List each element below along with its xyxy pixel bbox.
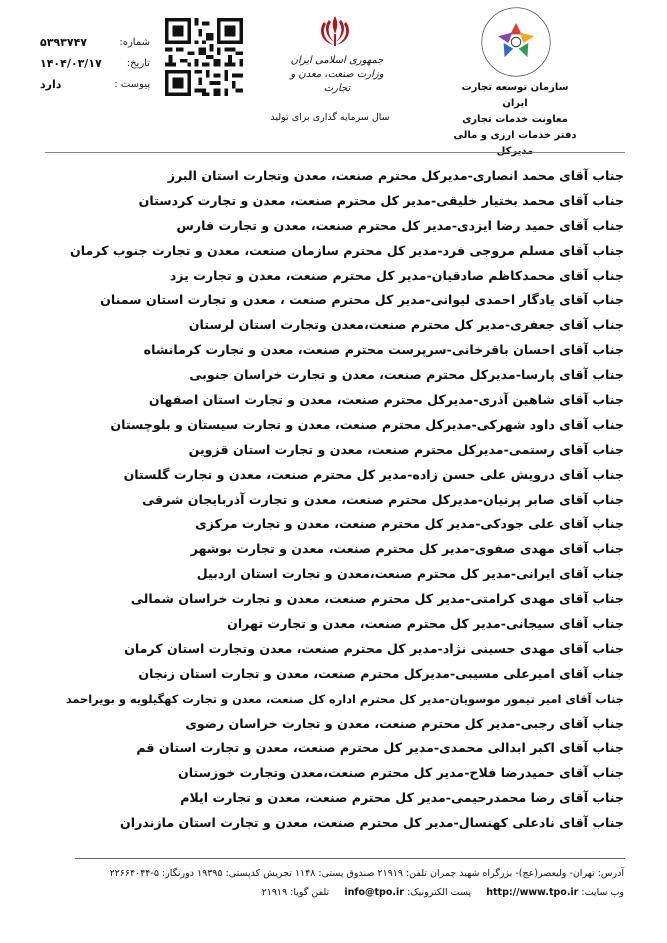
- iran-emblem-icon: [315, 14, 355, 50]
- org-line-1: سازمان توسعه تجارت ایران: [461, 82, 569, 109]
- list-item: جناب آقای داود شهرکی-مدیرکل محترم صنعت، معدن و تجارت سیستان و بلوچستان: [110, 416, 624, 432]
- footer-divider: [75, 858, 625, 859]
- list-item: جناب آقای صابر پرنیان-مدیرکل محترم صنعت، معدن و تجارت آذربایجان شرقی: [142, 491, 624, 507]
- list-item: جناب آقای امیرعلی مسیبی-مدیرکل محترم صنعت، معدن و تجارت استان زنجان: [138, 665, 624, 681]
- ministry-line-1: جمهوری اسلامی ایران: [290, 55, 384, 66]
- org-line-3: دفتر خدمات ارزی و مالی: [453, 130, 577, 141]
- list-item: جناب آقای شاهین آذری-مدیرکل محترم صنعت، معدن و تجارت استان اصفهان: [148, 392, 624, 408]
- list-item: جناب آقای حمید رضا ایزدی-مدیر کل محترم صنعت، معدن و تجارت فارس: [176, 217, 624, 233]
- list-item: جناب آقای محمد بختیار خلیقی-مدیر کل محترم صنعت، معدن و تجارت کردستان: [138, 192, 624, 208]
- list-item: جناب آقای سیجانی-مدیر کل محترم صنعت، معدن و تجارت تهران: [227, 616, 624, 632]
- tpo-logo-icon: [478, 4, 554, 80]
- phone-label: تلفن گویا:: [290, 887, 330, 898]
- ministry-title: [282, 54, 392, 96]
- list-item: جناب آقای مهدی حسینی نژاد-مدیر کل محترم صنعت، معدن وتجارت استان کرمان: [124, 640, 624, 656]
- list-item: جناب آقای محمد انصاری-مدیرکل محترم صنعت، معدن وتجارت استان البرز: [167, 168, 624, 183]
- list-item: جناب آقای علی جودکی-مدیر کل محترم صنعت، معدن و تجارت مرکزی: [195, 516, 624, 532]
- header-divider: [45, 152, 625, 153]
- email-label: پست الکترونیک:: [406, 887, 472, 898]
- website-label: وب سایت:: [581, 887, 624, 898]
- list-item: جناب آقای رجبی-مدیر کل محترم صنعت، معدن و تجارت خراسان رضوی: [185, 715, 624, 731]
- list-item: جناب آقای احسان باقرخانی-سرپرست محترم صنعت، معدن و تجارت کرمانشاه: [143, 342, 624, 358]
- letter-date-row: [40, 53, 150, 74]
- list-item: جناب آقای رضا محمدرحیمی-مدیر کل محترم صنعت، معدن و تجارت ایلام: [180, 790, 624, 806]
- letter-number-label: شماره:: [119, 37, 150, 48]
- ministry-line-2: وزارت صنعت، معدن و تجارت: [290, 69, 384, 94]
- letter-number-row: [40, 32, 150, 53]
- list-item: جناب آقای محمدکاظم صادقیان-مدیر کل محترم صنعت، معدن و تجارت یزد: [169, 267, 624, 283]
- list-item: جناب آقای امیر تیمور موسویان-مدیر کل محترم اداره کل صنعت، معدن و تجارت کهگیلویه و بویراحمد: [65, 691, 624, 706]
- list-item: جناب آقای ایرانی-مدیر کل محترم صنعت،معدن و تجارت استان اردبیل: [196, 566, 624, 582]
- list-item: جناب آقای اکبر ابدالی محمدی-مدیر کل محترم صنعت، معدن و تجارت استان قم: [136, 740, 624, 756]
- attachment-value: دارد: [40, 78, 62, 91]
- letter-date-value: ۱۴۰۴/۰۳/۱۷: [40, 57, 102, 70]
- phone-value: ۲۱۹۱۹: [261, 887, 288, 898]
- attachment-label: پیوست :: [114, 79, 150, 90]
- list-item: جناب آقای مهدی صفوی-مدیر کل محترم صنعت، معدن و تجارت بوشهر: [190, 541, 624, 557]
- organization-block: [450, 80, 580, 160]
- letter-meta: [40, 32, 150, 95]
- list-item: جناب آقای رستمی-مدیرکل محترم صنعت، معدن و تجارت استان قزوین: [188, 441, 624, 457]
- letter-date-label: تاریخ:: [126, 58, 150, 69]
- list-item: جناب آقای یادگار احمدی لیوانی-مدیر کل محترم صنعت ، معدن و تجارت استان سمنان: [100, 292, 624, 308]
- list-item: جناب آقای مسلم مروجی فرد-مدیر کل محترم سازمان صنعت، معدن و تجارت جنوب کرمان: [70, 242, 624, 258]
- attachment-row: [40, 74, 150, 95]
- list-item: جناب آقای حمیدرضا فلاح-مدیر کل محترم صنعت،معدن وتجارت خوزستان: [178, 765, 624, 781]
- org-line-2: معاونت خدمات تجاری: [462, 114, 568, 125]
- recipient-list: [60, 164, 624, 836]
- letter-number-value: ۵۳۹۳۷۴۷: [40, 36, 87, 49]
- list-item: جناب آقای پارسا-مدیرکل محترم صنعت، معدن و تجارت خراسان جنوبی: [189, 367, 624, 383]
- footer: [60, 864, 624, 902]
- footer-address: آدرس: تهران- ولیعصر(عج)- بزرگراه شهید چمران تلفن: ۲۱۹۱۹ صندوق پستی: ۱۱۴۸ تجریش کدپستی: ۱۹۳۹۵ دورنگار: ۵-۲۲۶۶۴۰۴۴: [109, 868, 624, 879]
- year-slogan: سال سرمایه گذاری برای تولید: [270, 112, 390, 123]
- list-item: جناب آقای مهدی کرامتی-مدیر کل محترم صنعت، معدن و تجارت خراسان شمالی: [130, 591, 624, 607]
- email-link[interactable]: info@tpo.ir: [344, 887, 404, 898]
- list-item: جناب آقای جعفری-مدیر کل محترم صنعت،معدن وتجارت استان لرستان: [188, 317, 624, 333]
- list-item: جناب آقای درویش علی حسن زاده-مدیر کل محترم صنعت، معدن و تجارت گلستان: [123, 466, 624, 482]
- list-item: جناب آقای نادعلی کهنسال-مدیر کل محترم صنعت، معدن و تجارت استان مازندران: [120, 815, 624, 831]
- qr-code-icon: [165, 18, 243, 96]
- website-link[interactable]: http://www.tpo.ir: [486, 887, 579, 898]
- footer-contact: [60, 883, 624, 902]
